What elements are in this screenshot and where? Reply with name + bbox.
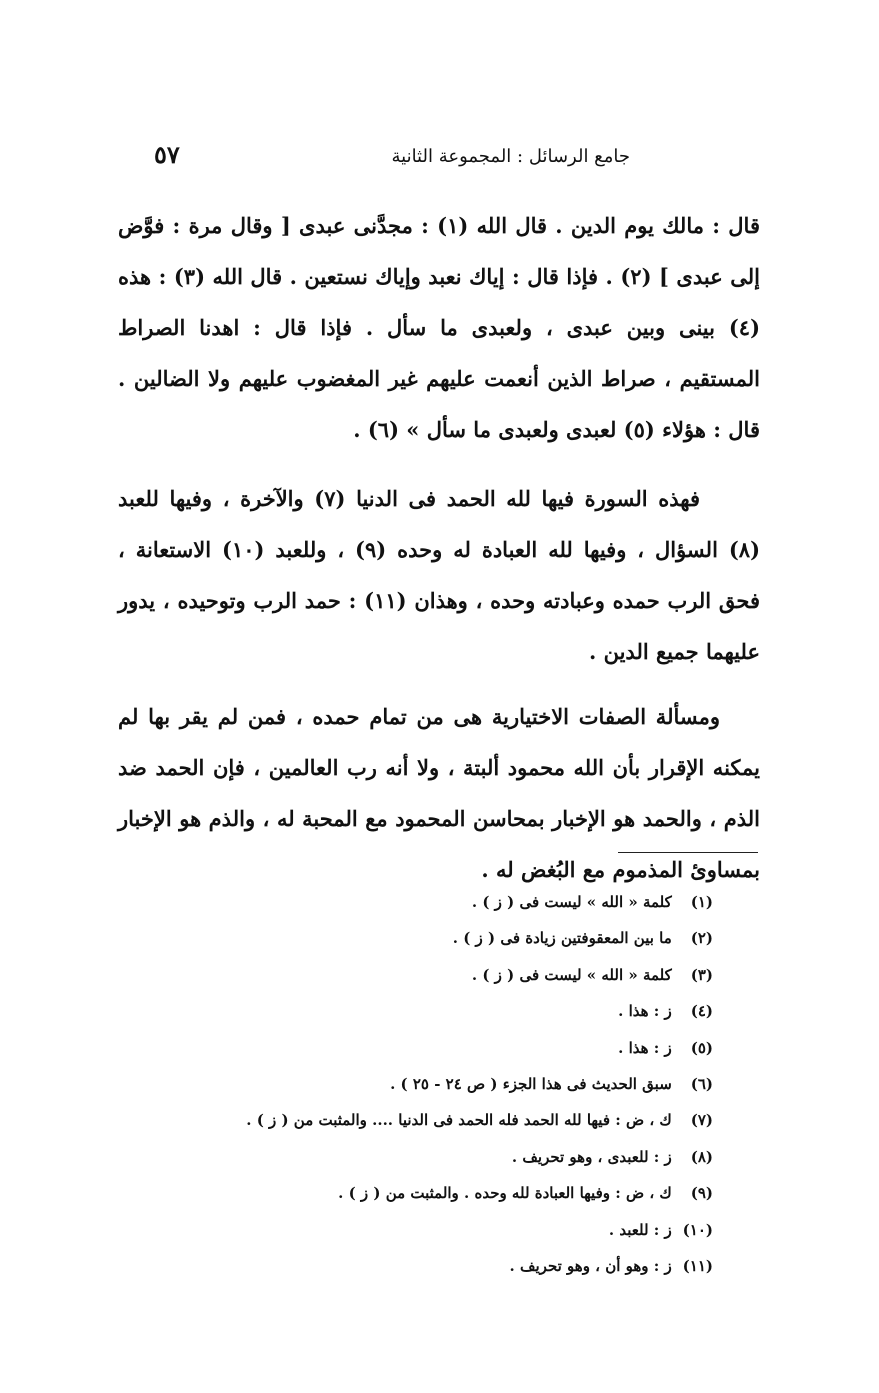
page-header xyxy=(120,140,760,180)
footnote-number: (٩) xyxy=(690,1184,713,1203)
paragraph: قال : مالك يوم الدين . قال الله (١) : مجدَّنى عبدى [ وقال مرة : فوَّض إلى عبدى ] (٢) . فإذا قال : إياك نعبد وإياك نستعين . قال الله (٣) : هذه (٤) بينى وبين عبدى ، ولعبدى ما سأل . فإذا قال : اهدنا الصراط المستقيم ، صراط الذين أنعمت عليهم غير المغضوب عليهم ولا الضالين . قال : هؤلاء (٥) لعبدى ولعبدى ما سأل » (٦) . xyxy=(118,213,760,442)
paragraph: فهذه السورة فيها لله الحمد فى الدنيا (٧) والآخرة ، وفيها للعبد (٨) السؤال ، وفيها لله العبادة له وحده (٩) ، وللعبد (١٠) الاستعانة ، فحق الرب حمده وعبادته وحده ، وهذان (١١) : حمد الرب وتوحيده ، يدور عليهما جميع الدين . xyxy=(118,486,760,664)
footnote xyxy=(153,1066,713,1102)
footnote-text: ز : للعبدى ، وهو تحريف . xyxy=(511,1147,672,1166)
footnote-number: (٧) xyxy=(690,1111,713,1130)
footnote-text: كلمة « الله » ليست فى ( ز ) . xyxy=(471,893,672,911)
footnote-number: (٦) xyxy=(690,1074,713,1093)
footnote xyxy=(153,993,713,1029)
footnote xyxy=(153,1102,713,1138)
running-title: جامع الرسائل : المجموعة الثانية xyxy=(391,146,630,167)
footnote-text: ز : هذا . xyxy=(618,1038,672,1057)
footnote-number: (٤) xyxy=(690,1002,713,1021)
footnote-text: كلمة « الله » ليست فى ( ز ) . xyxy=(471,965,672,984)
footnote-text: ز : وهو أن ، وهو تحريف . xyxy=(509,1256,672,1275)
footnote xyxy=(153,1248,713,1284)
footnote-number: (١١) xyxy=(682,1256,713,1275)
footnote-text: ما بين المعقوفتين زيادة فى ( ز ) . xyxy=(452,929,672,948)
footnote-text: سبق الحديث فى هذا الجزء ( ص ٢٤ - ٢٥ ) . xyxy=(390,1074,672,1093)
footnote-text: ك ، ض : فيها لله الحمد فله الحمد فى الدنيا .... والمثبت من ( ز ) . xyxy=(246,1111,672,1130)
footnote xyxy=(153,920,713,956)
footnote xyxy=(153,957,713,993)
footnote xyxy=(153,1175,713,1211)
footnote-number: (٢) xyxy=(690,929,713,948)
page-number: ٥٧ xyxy=(154,140,180,169)
footnote xyxy=(153,1139,713,1175)
footnote-text: ك ، ض : وفيها العبادة لله وحده . والمثبت من ( ز ) . xyxy=(338,1184,672,1203)
footnote xyxy=(153,1212,713,1248)
footnote-number: (١٠) xyxy=(682,1220,713,1239)
footnote-number: (٨) xyxy=(690,1147,713,1166)
footnotes-list xyxy=(153,884,713,1284)
footnote xyxy=(153,884,713,920)
footnote xyxy=(153,1030,713,1066)
footnote-number: (١) xyxy=(690,893,713,911)
paragraph: ومسألة الصفات الاختيارية هى من تمام حمده ، فمن لم يقر بها لم يمكنه الإقرار بأن الله محمود ألبتة ، ولا أنه رب العالمين ، فإن الحمد ضد الذم ، والحمد هو الإخبار بمحاسن المحمود مع المحبة له ، والذم هو الإخبار بمساوئ المذموم مع البُغض له . xyxy=(118,704,760,882)
footnote-text: ز : للعبد . xyxy=(608,1220,672,1239)
footnote-number: (٣) xyxy=(690,965,713,984)
footnote-text: ز : هذا . xyxy=(618,1002,672,1021)
footnote-number: (٥) xyxy=(690,1038,713,1057)
main-text xyxy=(118,200,760,895)
footnote-separator xyxy=(618,852,758,853)
